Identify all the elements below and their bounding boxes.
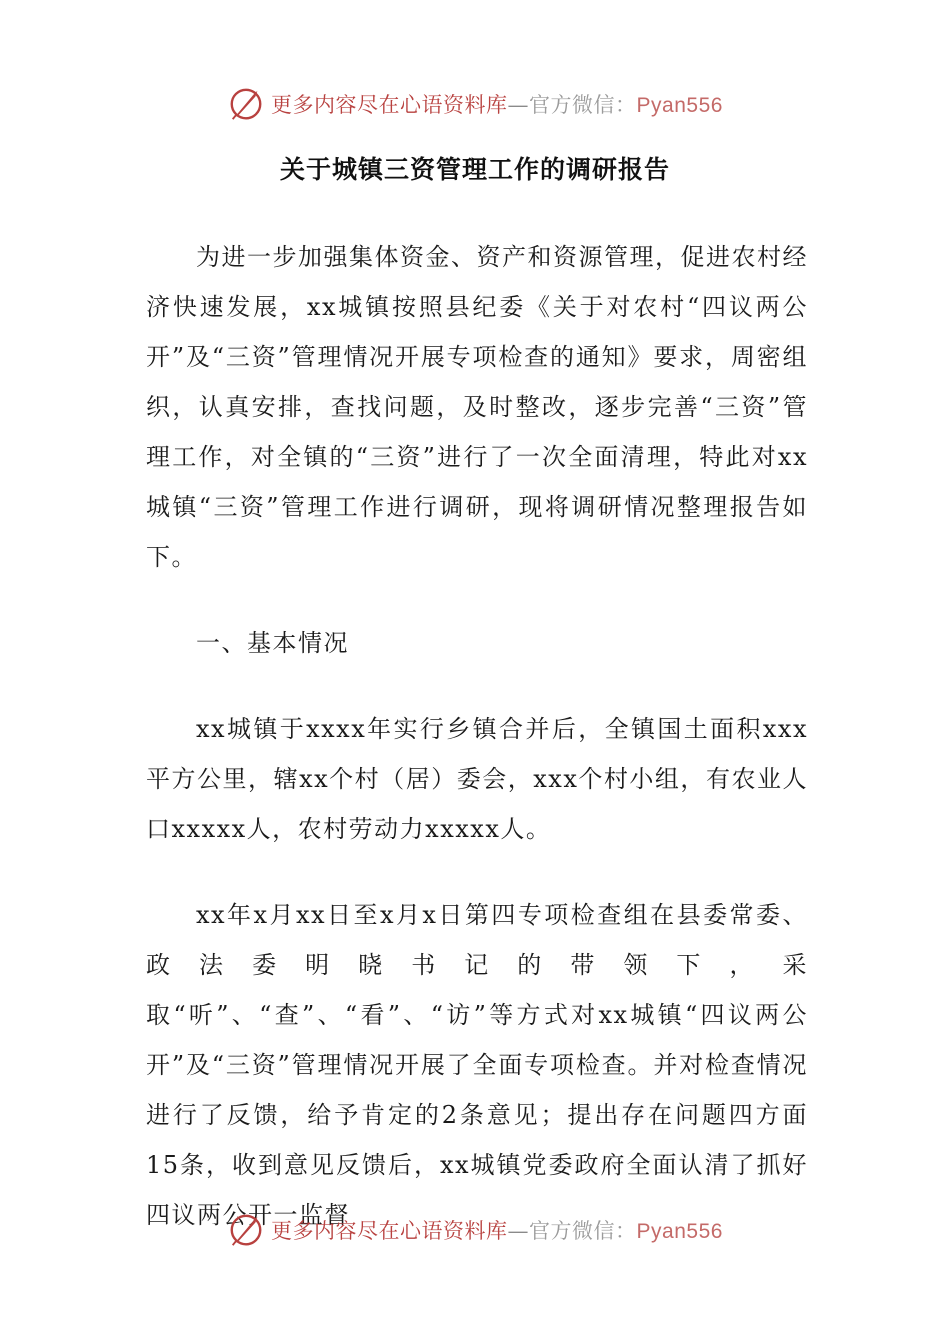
section-heading-basic: 一、基本情况 (196, 629, 349, 657)
quill-pen-circle-icon (227, 85, 265, 123)
watermark-wechat-id: Pyan556 (636, 94, 723, 117)
watermark-text (271, 89, 723, 119)
watermark-label: 官方微信： (529, 93, 637, 117)
watermark-footer (0, 1208, 950, 1252)
watermark-separator: — (507, 93, 530, 117)
quill-pen-circle-icon (227, 1211, 265, 1249)
watermark-text (271, 1215, 723, 1245)
watermark-site-name: 更多内容尽在心语资料库 (271, 93, 508, 117)
paragraph-basic-info: xx城镇于xxxx年实行乡镇合并后，全镇国土面积xxx平方公里，辖xx个村（居）委会，xxx个村小组，有农业人口xxxxx人，农村劳动力xxxxx人。 (146, 715, 808, 843)
watermark-label: 官方微信： (529, 1219, 637, 1243)
document-body (146, 232, 808, 1276)
document-title: 关于城镇三资管理工作的调研报告 (279, 155, 670, 184)
watermark-wechat-id: Pyan556 (636, 1220, 723, 1243)
paragraph-intro: 为进一步加强集体资金、资产和资源管理，促进农村经济快速发展，xx城镇按照县纪委《关于对农村“四议两公开”及“三资”管理情况开展专项检查的通知》要求，周密组织，认真安排，查找问题，及时整改，逐步完善“三资”管理工作，对全镇的“三资”进行了一次全面清理，特此对xx城镇“三资”管理工作进行调研，现将调研情况整理报告如下。 (146, 243, 808, 571)
watermark-site-name: 更多内容尽在心语资料库 (271, 1219, 508, 1243)
paragraph-inspection: xx年x月xx日至x月x日第四专项检查组在县委常委、政法委明晓书记的带领下，采取“听”、“查”、“看”、“访”等方式对xx城镇“四议两公开”及“三资”管理情况开展了全面专项检查。并对检查情况进行了反馈，给予肯定的2条意见；提出存在问题四方面15条，收到意见反馈后，xx城镇党委政府全面认清了抓好四议两公开一监督 (146, 901, 808, 1229)
watermark-separator: — (507, 1219, 530, 1243)
watermark-header (0, 82, 950, 126)
